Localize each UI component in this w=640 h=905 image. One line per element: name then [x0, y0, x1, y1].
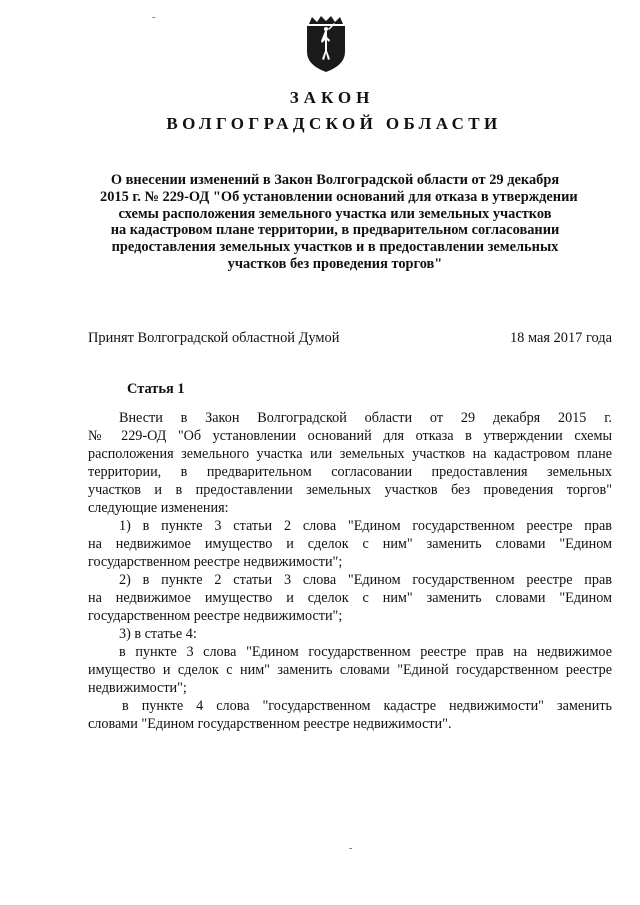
adopted-by: Принят Волгоградской областной Думой — [88, 330, 340, 346]
body-line: следующие изменения: — [88, 500, 229, 516]
adoption-row — [88, 330, 612, 347]
coat-of-arms-icon — [303, 15, 349, 73]
body-line: 2) в пункте 2 статьи 3 слова "Едином государственном реестре прав — [119, 572, 612, 588]
subtitle-line: О внесении изменений в Закон Волгоградской области от 29 декабря — [110, 172, 560, 188]
body-line: территории, в предварительном согласовании предоставления земельных — [88, 464, 612, 480]
body-line: 1) в пункте 3 статьи 2 слова "Едином государственном реестре прав — [119, 518, 612, 534]
body-line: в пункте 3 слова "Едином государственном реестре прав на недвижимое — [119, 644, 612, 660]
subtitle-line: предоставления земельных участков и в предоставлении земельных — [111, 239, 559, 256]
body-line: имущество и сделок с ним" заменить словами "Единой государственном реестре — [88, 662, 612, 678]
body-line: № 229-ОД "Об установлении оснований для отказа в утверждении схемы — [88, 428, 612, 444]
subtitle-line: 2015 г. № 229-ОД "Об установлении оснований для отказа в утверждении — [100, 188, 578, 205]
body-line: недвижимости"; — [88, 680, 187, 696]
body-line: словами "Едином государственном реестре недвижимости". — [88, 716, 452, 732]
adoption-date: 18 мая 2017 года — [509, 330, 612, 346]
body-line: участков и в предоставлении земельных участков без проведения торгов" — [88, 482, 612, 498]
body-line: на недвижимое имущество и сделок с ним" заменить словами "Едином — [88, 590, 612, 606]
body-line: в пункте 4 слова "государственном кадастре недвижимости" заменить — [122, 698, 612, 714]
body-line: расположения земельного участка или земельных участков на кадастровом плане — [88, 446, 612, 462]
body-line: государственном реестре недвижимости"; — [88, 554, 343, 570]
scan-mark: - — [349, 843, 353, 854]
body-line: государственном реестре недвижимости"; — [88, 608, 343, 624]
scan-mark: - — [152, 12, 156, 23]
subtitle-line: схемы расположения земельного участка или земельных участков — [118, 205, 552, 222]
body-line: 3) в статье 4: — [119, 626, 197, 642]
article-heading: Статья 1 — [127, 381, 185, 397]
law-title: ЗАКОН — [289, 88, 375, 107]
subtitle-line: на кадастровом плане территории, в предварительном согласовании — [110, 222, 560, 239]
body-line: на недвижимое имущество и сделок с ним" заменить словами "Едином — [88, 536, 612, 552]
subtitle-line: участков без проведения торгов" — [227, 255, 443, 272]
article-body — [88, 409, 612, 733]
law-subtitle — [100, 172, 578, 273]
region-title: ВОЛГОГРАДСКОЙ ОБЛАСТИ — [166, 114, 502, 133]
body-line: Внести в Закон Волгоградской области от 29 декабря 2015 г. — [119, 410, 612, 426]
